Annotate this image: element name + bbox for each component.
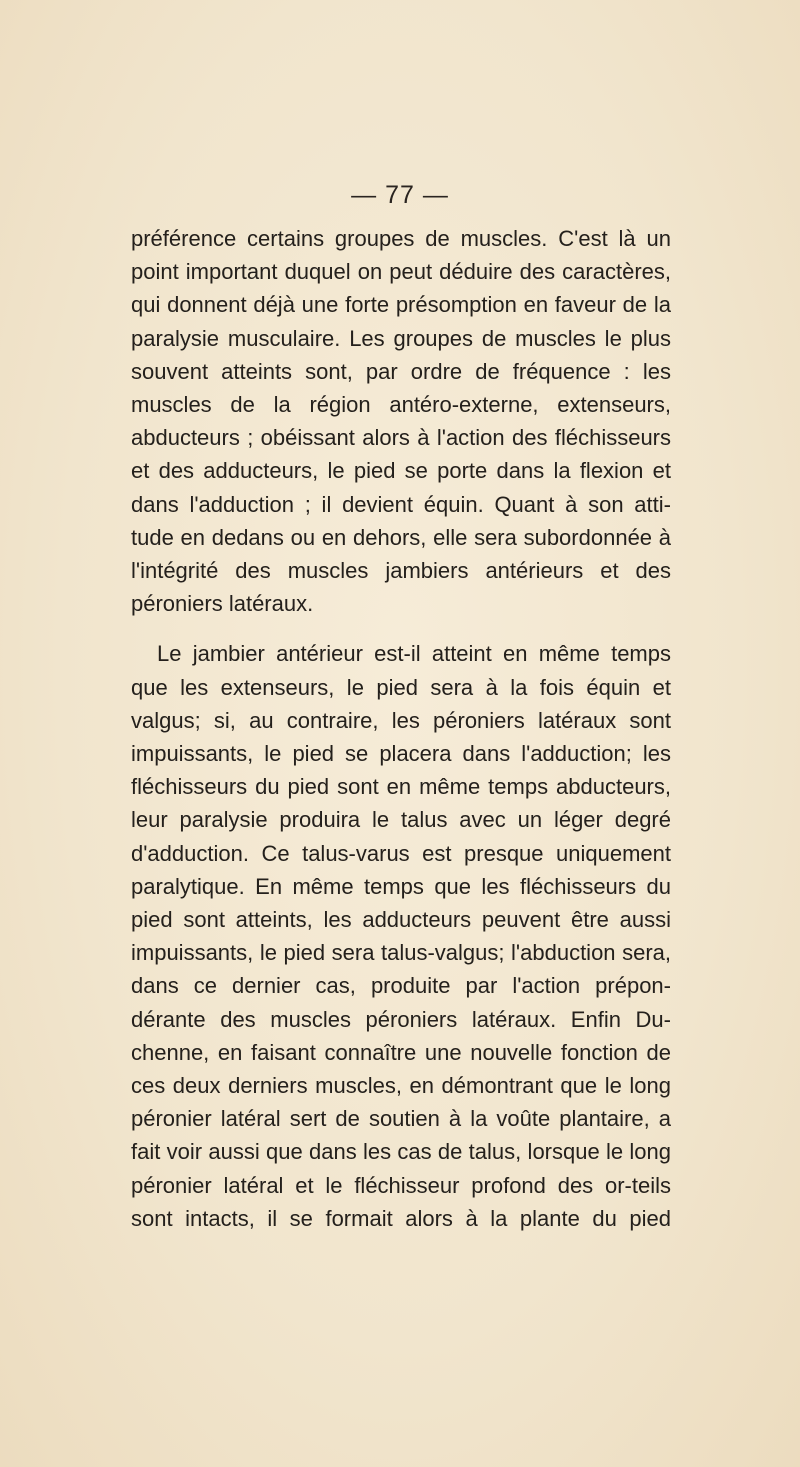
paragraph-1: préférence certains groupes de muscles. C'est là un point important duquel on peut déduire des caractères, qui donnent déjà une forte présomption en faveur de la paralysie musculaire. Les groupes de muscles le plus souvent atteints sont, par ordre de fréquence : les muscles de la région antéro-externe, extenseurs, abducteurs ; obéissant alors à l'action des fléchisseurs et des adducteurs, le pied se porte dans la flexion et dans l'adduction ; il devient équin. Quant à son atti-tude en dedans ou en dehors, elle sera subordonnée à l'intégrité des muscles jambiers antérieurs et des péroniers latéraux. bbox=[131, 226, 671, 617]
page-number: — 77 — bbox=[351, 181, 449, 209]
body-text bbox=[131, 222, 671, 1235]
paragraph-2: Le jambier antérieur est-il atteint en même temps que les extenseurs, le pied sera à la fois équin et valgus; si, au contraire, les péroniers latéraux sont impuissants, le pied se placera dans l'adduction; les fléchisseurs du pied sont en même temps abducteurs, leur paralysie produira le talus avec un léger degré d'adduction. Ce talus-varus est presque uniquement paralytique. En même temps que les fléchisseurs du pied sont atteints, les adducteurs peuvent être aussi impuissants, le pied sera talus-valgus; l'abduction sera, dans ce dernier cas, produite par l'action prépon-dérante des muscles péroniers latéraux. Enfin Du-chenne, en faisant connaître une nouvelle fonction de ces deux derniers muscles, en démontrant que le long péronier latéral sert de soutien à la voûte plantaire, a fait voir aussi que dans les cas de talus, lorsque le long péronier latéral et le fléchisseur profond des or-teils sont intacts, il se formait alors à la plante du pied bbox=[131, 641, 671, 1231]
